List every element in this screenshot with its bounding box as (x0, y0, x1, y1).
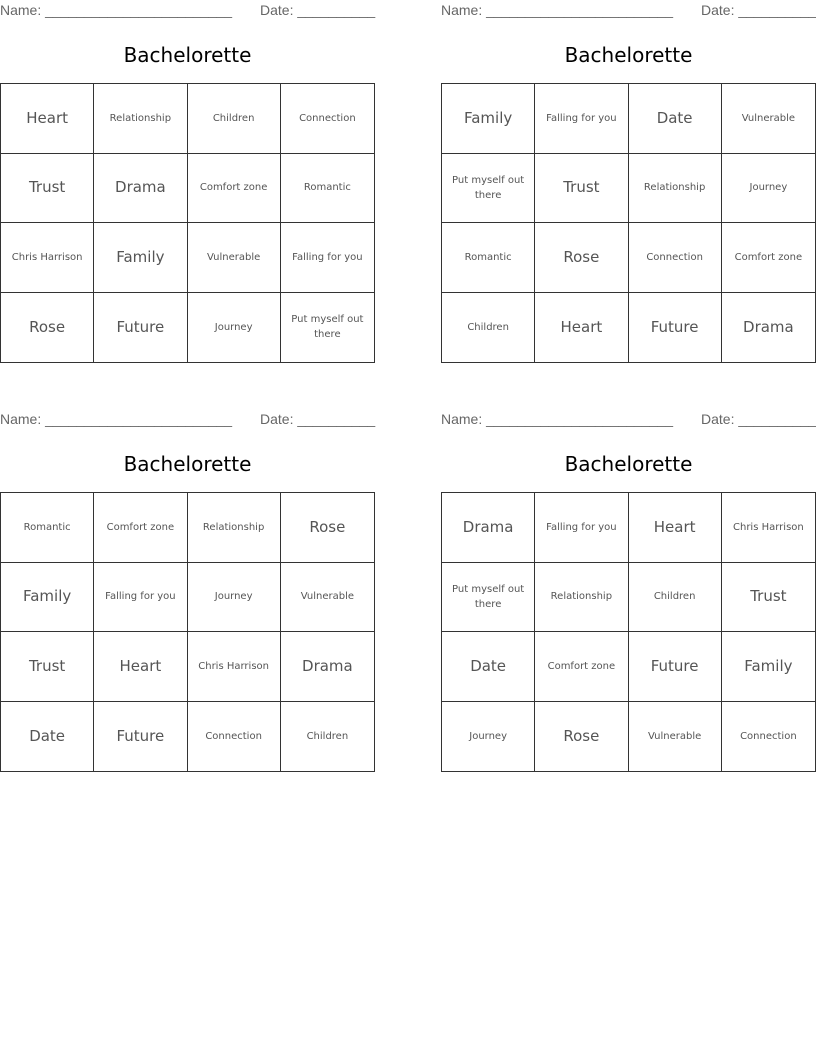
bingo-grid (0, 492, 375, 772)
grid-cell: Chris Harrison (722, 493, 815, 563)
grid-cell: Heart (1, 84, 94, 154)
grid-cell: Drama (442, 493, 535, 563)
grid-cell: Connection (740, 730, 797, 742)
grid-cell: Heart (535, 293, 628, 363)
grid-cell: Date (629, 84, 722, 154)
grid-cell: Rose (535, 702, 628, 772)
grid-cell: Family (94, 223, 187, 293)
grid-cell: Vulnerable (281, 563, 374, 633)
grid-cell: Connection (188, 702, 281, 772)
grid-cell: Family (442, 84, 535, 154)
grid-cell: Romantic (442, 223, 535, 293)
grid-cell: Journey (442, 702, 535, 772)
grid-cell: Drama (94, 154, 187, 224)
name-field: Name: ________________________ (0, 411, 232, 427)
bingo-card-4 (441, 409, 816, 774)
grid-cell: Children (442, 293, 535, 363)
grid-cell: Falling for you (535, 493, 628, 563)
grid-cell: Rose (1, 293, 94, 363)
grid-cell: Rose (535, 223, 628, 293)
bingo-grid (441, 83, 816, 363)
grid-cell: Trust (535, 154, 628, 224)
grid-cell: Children (188, 84, 281, 154)
grid-cell: Future (629, 293, 722, 363)
date-field: Date: __________ (701, 2, 816, 18)
grid-cell: Relationship (94, 84, 187, 154)
grid-cell: Date (1, 702, 94, 772)
bingo-grid (0, 83, 375, 363)
grid-cell: Comfort zone (94, 493, 187, 563)
grid-cell: Drama (281, 632, 374, 702)
grid-cell: Comfort zone (188, 154, 281, 224)
grid-cell: Romantic (1, 493, 94, 563)
grid-cell: Connection (629, 223, 722, 293)
date-field: Date: __________ (260, 2, 376, 18)
grid-cell: Chris Harrison (188, 632, 281, 702)
grid-cell: Vulnerable (629, 702, 722, 772)
card-title: Bachelorette (564, 452, 693, 476)
bingo-card-3 (0, 409, 375, 774)
grid-cell: Journey (722, 154, 815, 224)
grid-cell: Relationship (535, 563, 628, 633)
date-field: Date: __________ (260, 411, 376, 427)
card-title: Bachelorette (123, 43, 252, 67)
grid-cell: Put myself out there (442, 563, 535, 633)
grid-cell: Comfort zone (722, 223, 815, 293)
date-field: Date: __________ (701, 411, 816, 427)
name-field: Name: ________________________ (441, 2, 673, 18)
grid-cell: Trust (1, 632, 94, 702)
bingo-card-2 (441, 0, 816, 365)
grid-cell: Falling for you (94, 563, 187, 633)
grid-cell: Journey (188, 293, 281, 363)
grid-cell: Connection (281, 84, 374, 154)
grid-cell: Vulnerable (188, 223, 281, 293)
card-header (0, 411, 375, 429)
grid-cell: Children (306, 730, 349, 742)
card-header (441, 411, 816, 429)
grid-cell: Falling for you (281, 223, 374, 293)
grid-cell: Trust (1, 154, 94, 224)
bingo-grid (441, 492, 816, 772)
grid-cell: Falling for you (535, 84, 628, 154)
grid-cell: Family (1, 563, 94, 633)
grid-cell: Trust (722, 563, 815, 633)
grid-cell: Rose (281, 493, 374, 563)
name-field: Name: ________________________ (0, 2, 232, 18)
grid-cell: Family (722, 632, 815, 702)
card-title: Bachelorette (123, 452, 252, 476)
grid-cell: Relationship (629, 154, 722, 224)
card-header (0, 2, 375, 20)
grid-cell: Chris Harrison (1, 223, 94, 293)
grid-cell: Romantic (281, 154, 374, 224)
grid-cell: Heart (629, 493, 722, 563)
name-field: Name: ________________________ (441, 411, 673, 427)
grid-cell: Future (94, 293, 187, 363)
grid-cell: Drama (743, 317, 794, 336)
grid-cell: Children (629, 563, 722, 633)
grid-cell: Future (629, 632, 722, 702)
card-header (441, 2, 816, 20)
grid-cell: Heart (94, 632, 187, 702)
grid-cell: Future (94, 702, 187, 772)
bingo-card-1 (0, 0, 375, 365)
grid-cell: Vulnerable (722, 84, 815, 154)
grid-cell: Put myself out there (291, 314, 364, 341)
card-title: Bachelorette (564, 43, 693, 67)
grid-cell: Put myself out there (442, 154, 535, 224)
grid-cell: Relationship (188, 493, 281, 563)
grid-cell: Journey (188, 563, 281, 633)
grid-cell: Comfort zone (535, 632, 628, 702)
grid-cell: Date (442, 632, 535, 702)
